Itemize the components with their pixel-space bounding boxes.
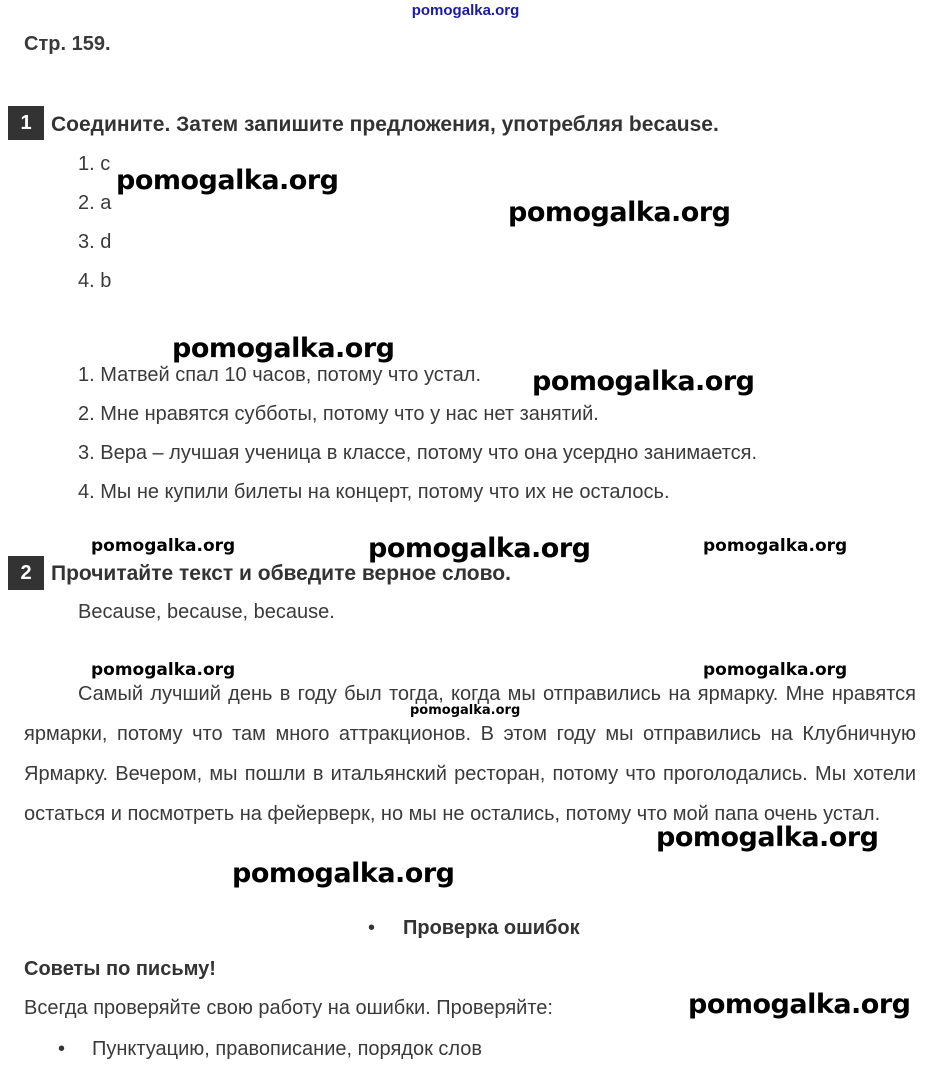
exercise-1-title: Соедините. Затем запишите предложения, употребляя because. xyxy=(51,113,719,136)
page-reference: Стр. 159. xyxy=(24,33,111,55)
watermark: pomogalka.org xyxy=(368,533,591,564)
match-item-3: 3. d xyxy=(78,231,112,253)
match-item-2: 2. a xyxy=(78,192,112,214)
story-paragraph: Самый лучший день в году был тогда, когда мы отправились на ярмарку. Мне нравятся ярмарки, потому что там много аттракционов. В этом году мы отправились на Клубничную Ярмарку. Вечером, мы пошли в итальянский ресторан, потому что проголодались. Мы хотели остаться и посмотреть на фейерверк, но мы не остались, потому что мой папа очень устал. xyxy=(24,683,916,825)
sentence-2: 2. Мне нравятся субботы, потому что у нас нет занятий. xyxy=(78,403,599,425)
exercise-2-answer: Because, because, because. xyxy=(78,601,335,623)
sentence-3: 3. Вера – лучшая ученица в классе, потому что она усердно занимается. xyxy=(78,442,758,464)
watermark: pomogalka.org xyxy=(656,822,879,853)
bullet-dot: • xyxy=(368,917,376,939)
match-item-1: 1. c xyxy=(78,153,111,175)
bullet-heading: Проверка ошибок xyxy=(403,917,580,939)
watermark: pomogalka.org xyxy=(532,366,755,397)
watermark: pomogalka.org xyxy=(688,989,911,1020)
exercise-1-number: 1 xyxy=(8,106,44,140)
watermark: pomogalka.org xyxy=(703,536,848,556)
tips-heading: Советы по письму! xyxy=(24,958,216,980)
sentence-4: 4. Мы не купили билеты на концерт, потому что их не осталось. xyxy=(78,481,670,503)
match-item-4: 4. b xyxy=(78,270,112,292)
tips-item-1: Пунктуацию, правописание, порядок слов xyxy=(92,1038,483,1060)
watermark: pomogalka.org xyxy=(410,703,521,718)
tips-intro: Всегда проверяйте свою работу на ошибки. Проверяйте: xyxy=(24,997,553,1019)
sentence-1: 1. Матвей спал 10 часов, потому что устал. xyxy=(78,364,482,386)
exercise-2-title: Прочитайте текст и обведите верное слово. xyxy=(51,562,511,585)
header-watermark: pomogalka.org xyxy=(411,2,520,19)
watermark: pomogalka.org xyxy=(172,333,395,364)
exercise-2-number: 2 xyxy=(8,556,44,590)
tips-bullet-dot: • xyxy=(58,1038,66,1060)
watermark: pomogalka.org xyxy=(91,536,236,556)
watermark: pomogalka.org xyxy=(703,660,848,680)
watermark: pomogalka.org xyxy=(508,197,731,228)
watermark: pomogalka.org xyxy=(116,165,339,196)
watermark: pomogalka.org xyxy=(91,660,236,680)
watermark: pomogalka.org xyxy=(232,858,455,889)
